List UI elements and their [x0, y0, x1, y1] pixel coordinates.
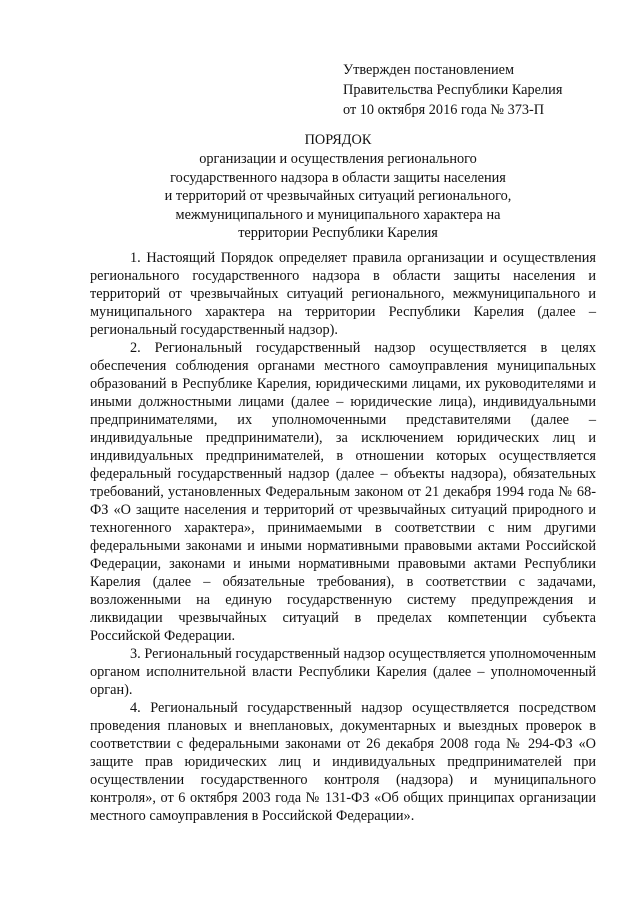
title-subtitle-line-3: и территорий от чрезвычайных ситуаций регионального,	[164, 188, 512, 205]
document-title	[88, 131, 588, 242]
paragraph-1: 1. Настоящий Порядок определяет правила организации и осуществления регионального государственного надзора в области защиты населения и территорий от чрезвычайных ситуаций регионального, межмуниципального и муниципального характера на территории Республики Карелия (далее – региональный государственный надзор).	[90, 250, 596, 338]
paragraph-2: 2. Региональный государственный надзор осуществляется в целях обеспечения соблюдения органами местного самоуправления муниципальных образований в Республике Карелия, юридическими лицами, их руководителями и иными должностными лицами (далее – юридические лица), индивидуальными предпринимателями, их уполномоченными представителями (далее – индивидуальные предприниматели), за исключением юридических лиц и индивидуальных предпринимателей, в отношении которых осуществляется федеральный государственный надзор (далее – объекты надзора), обязательных требований, установленных Федеральным законом от 21 декабря 1994 года № 68-ФЗ «О защите населения и территорий от чрезвычайных ситуаций природного и техногенного характера», принимаемыми в соответствии с ним другими федеральными законами и иными нормативными правовыми актами Российской Федерации, законами и иными нормативными правовыми актами Республики Карелия (далее – обязательные требования), в соответствии с задачами, возложенными на единую государственную систему предупреждения и ликвидации чрезвычайных ситуаций в пределах компетенции субъекта Российской Федерации.	[90, 340, 596, 644]
title-subtitle-line-1: организации и осуществления регионального	[199, 151, 477, 168]
approval-line-3: от 10 октября 2016 года № 373-П	[343, 102, 545, 118]
paragraph-4: 4. Региональный государственный надзор осуществляется посредством проведения плановых и внеплановых, документарных и выездных проверок в соответствии с федеральными законами от 26 декабря 2008 года № 294-ФЗ «О защите прав юридических лиц и индивидуальных предпринимателей при осуществлении государственного контроля (надзора) и муниципального контроля», от 6 октября 2003 года № 131-ФЗ «Об общих принципах организации местного самоуправления в Российской Федерации».	[90, 700, 596, 824]
title-subtitle-line-5: территории Республики Карелия	[238, 225, 438, 242]
approval-line-1: Утвержден постановлением	[343, 62, 515, 78]
title-heading: ПОРЯДОК	[304, 132, 372, 148]
paragraph-3: 3. Региональный государственный надзор осуществляется уполномоченным органом исполнительной власти Республики Карелия (далее – уполномоченный орган).	[90, 646, 596, 698]
approval-stamp	[343, 60, 623, 120]
title-subtitle-line-2: государственного надзора в области защиты населения	[170, 169, 506, 186]
title-subtitle-line-4: межмуниципального и муниципального характера на	[175, 206, 501, 223]
document-body	[90, 249, 596, 825]
approval-line-2: Правительства Республики Карелия	[343, 82, 563, 98]
